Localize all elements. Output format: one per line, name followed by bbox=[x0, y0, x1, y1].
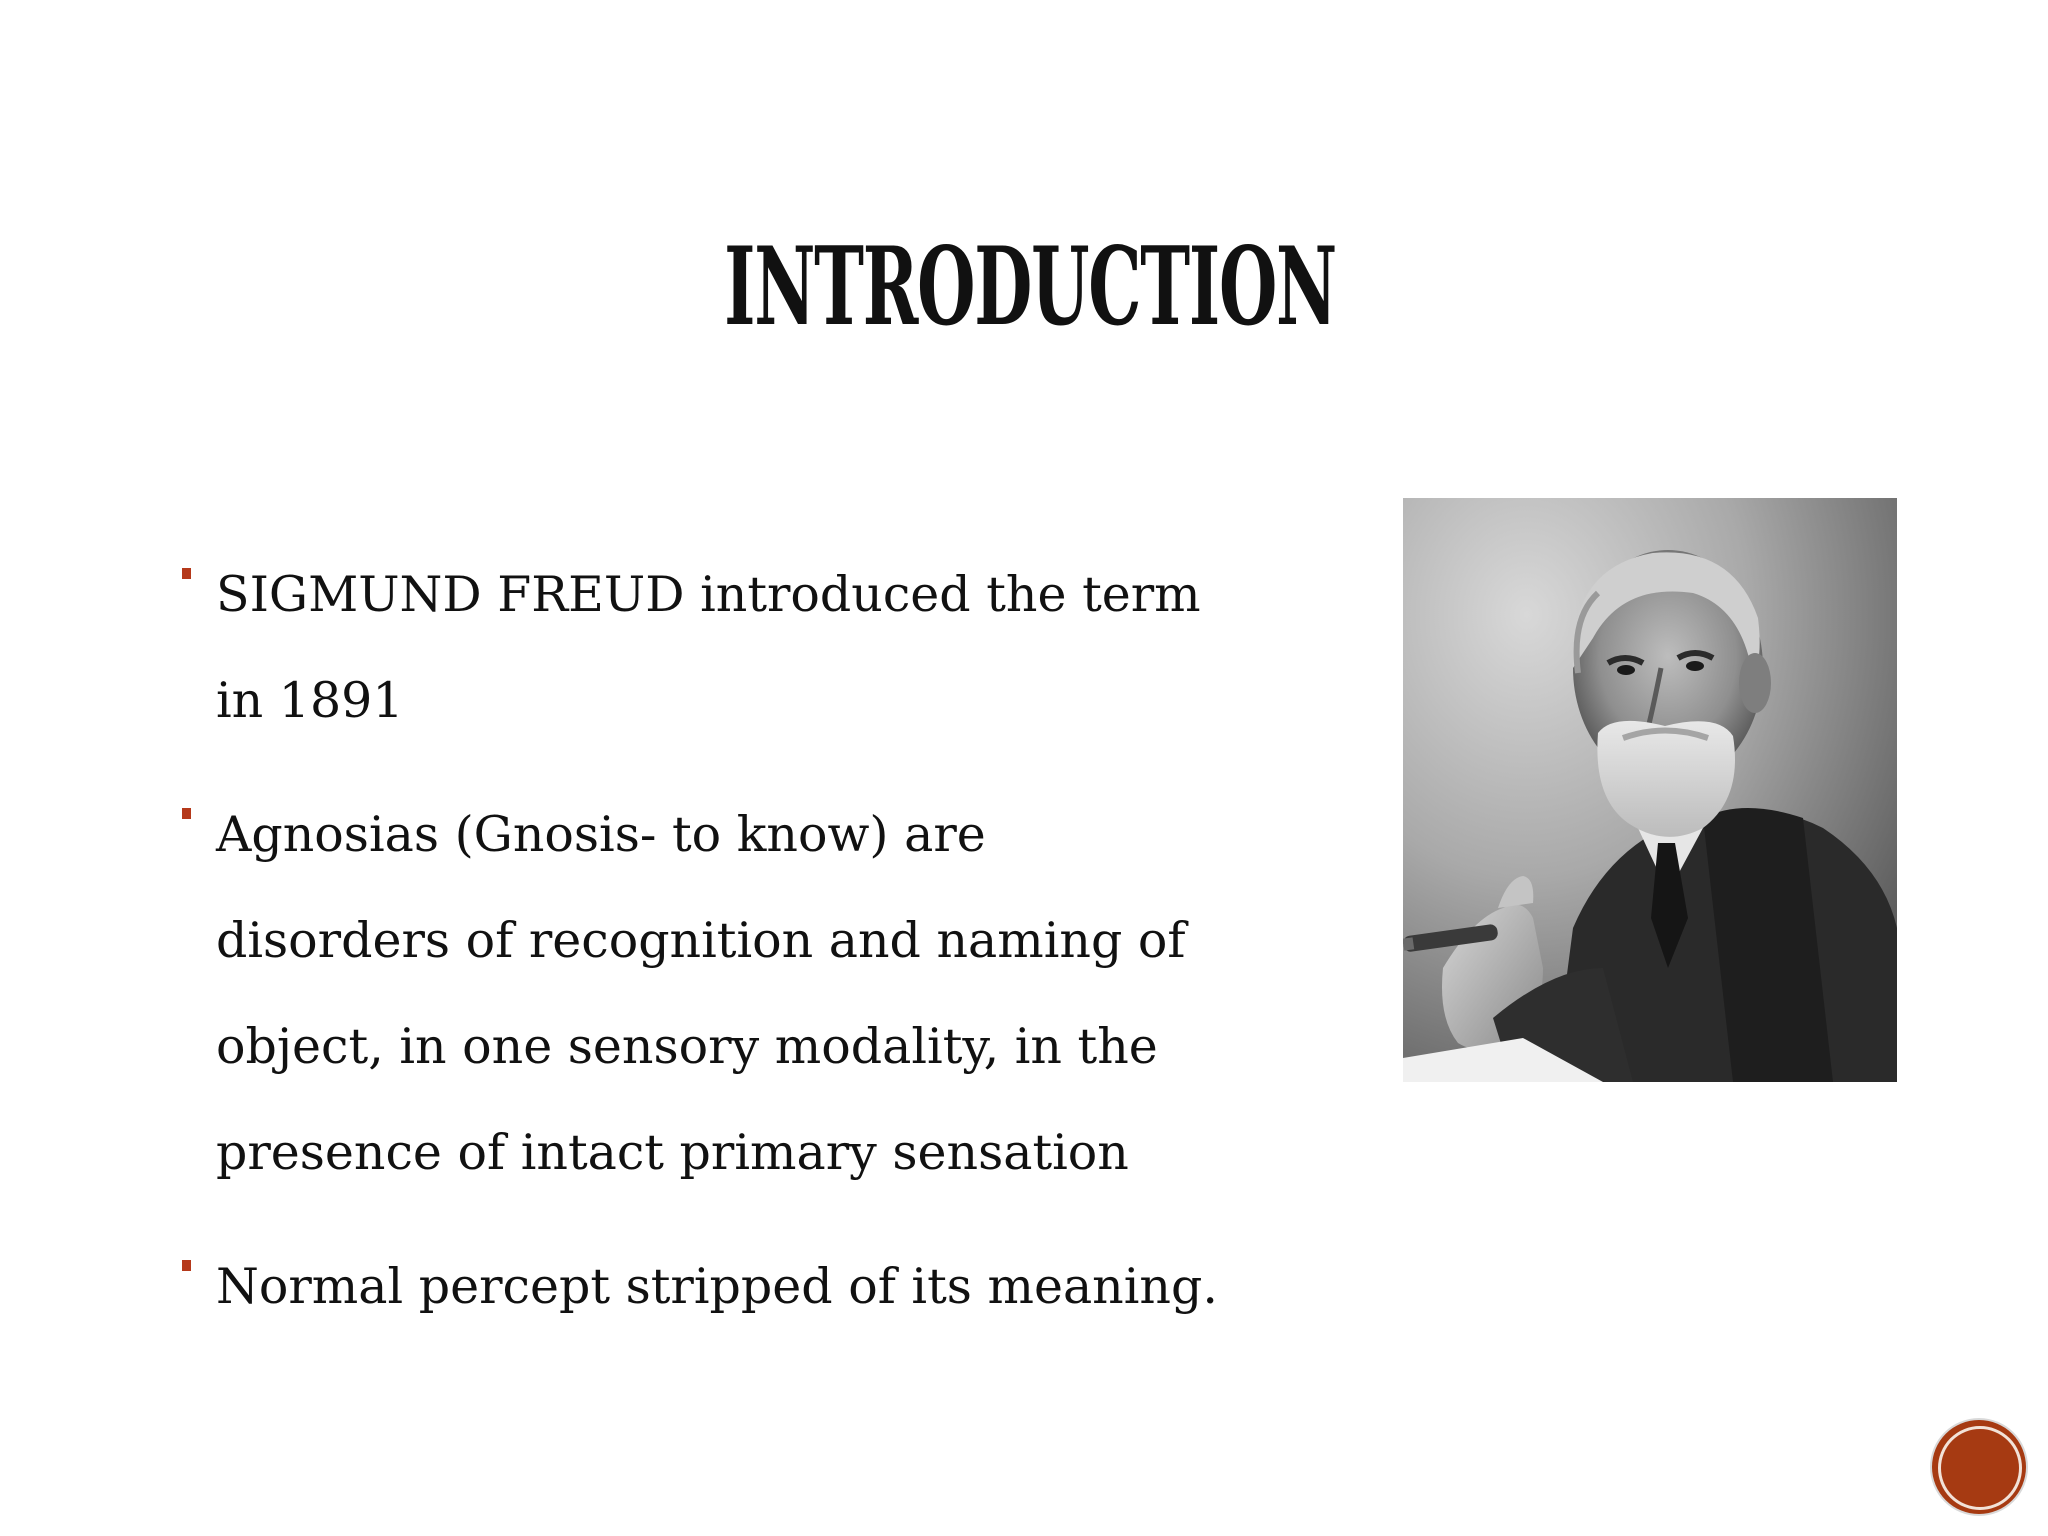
badge-ring bbox=[1938, 1426, 2022, 1510]
bullet-text: SIGMUND FREUD introduced the term in 1891 bbox=[216, 566, 1201, 729]
bullet-item bbox=[180, 782, 1360, 1206]
bullet-item bbox=[180, 542, 1360, 754]
slide-title: INTRODUCTION bbox=[724, 224, 1337, 350]
bullet-text: Normal percept stripped of its meaning. bbox=[216, 1258, 1218, 1315]
slide-badge bbox=[1932, 1420, 2026, 1514]
bullet-item bbox=[180, 1234, 1360, 1340]
bullet-text: Agnosias (Gnosis- to know) are disorders of recognition and naming of object, in one sensory modality, in the presence of intact primary sensation bbox=[216, 806, 1186, 1181]
bullet-list bbox=[180, 542, 1360, 1368]
portrait-illustration bbox=[1403, 498, 1897, 1082]
square-bullet-icon bbox=[182, 1260, 191, 1271]
square-bullet-icon bbox=[182, 568, 191, 579]
square-bullet-icon bbox=[182, 808, 191, 819]
freud-portrait-photo bbox=[1403, 498, 1897, 1082]
